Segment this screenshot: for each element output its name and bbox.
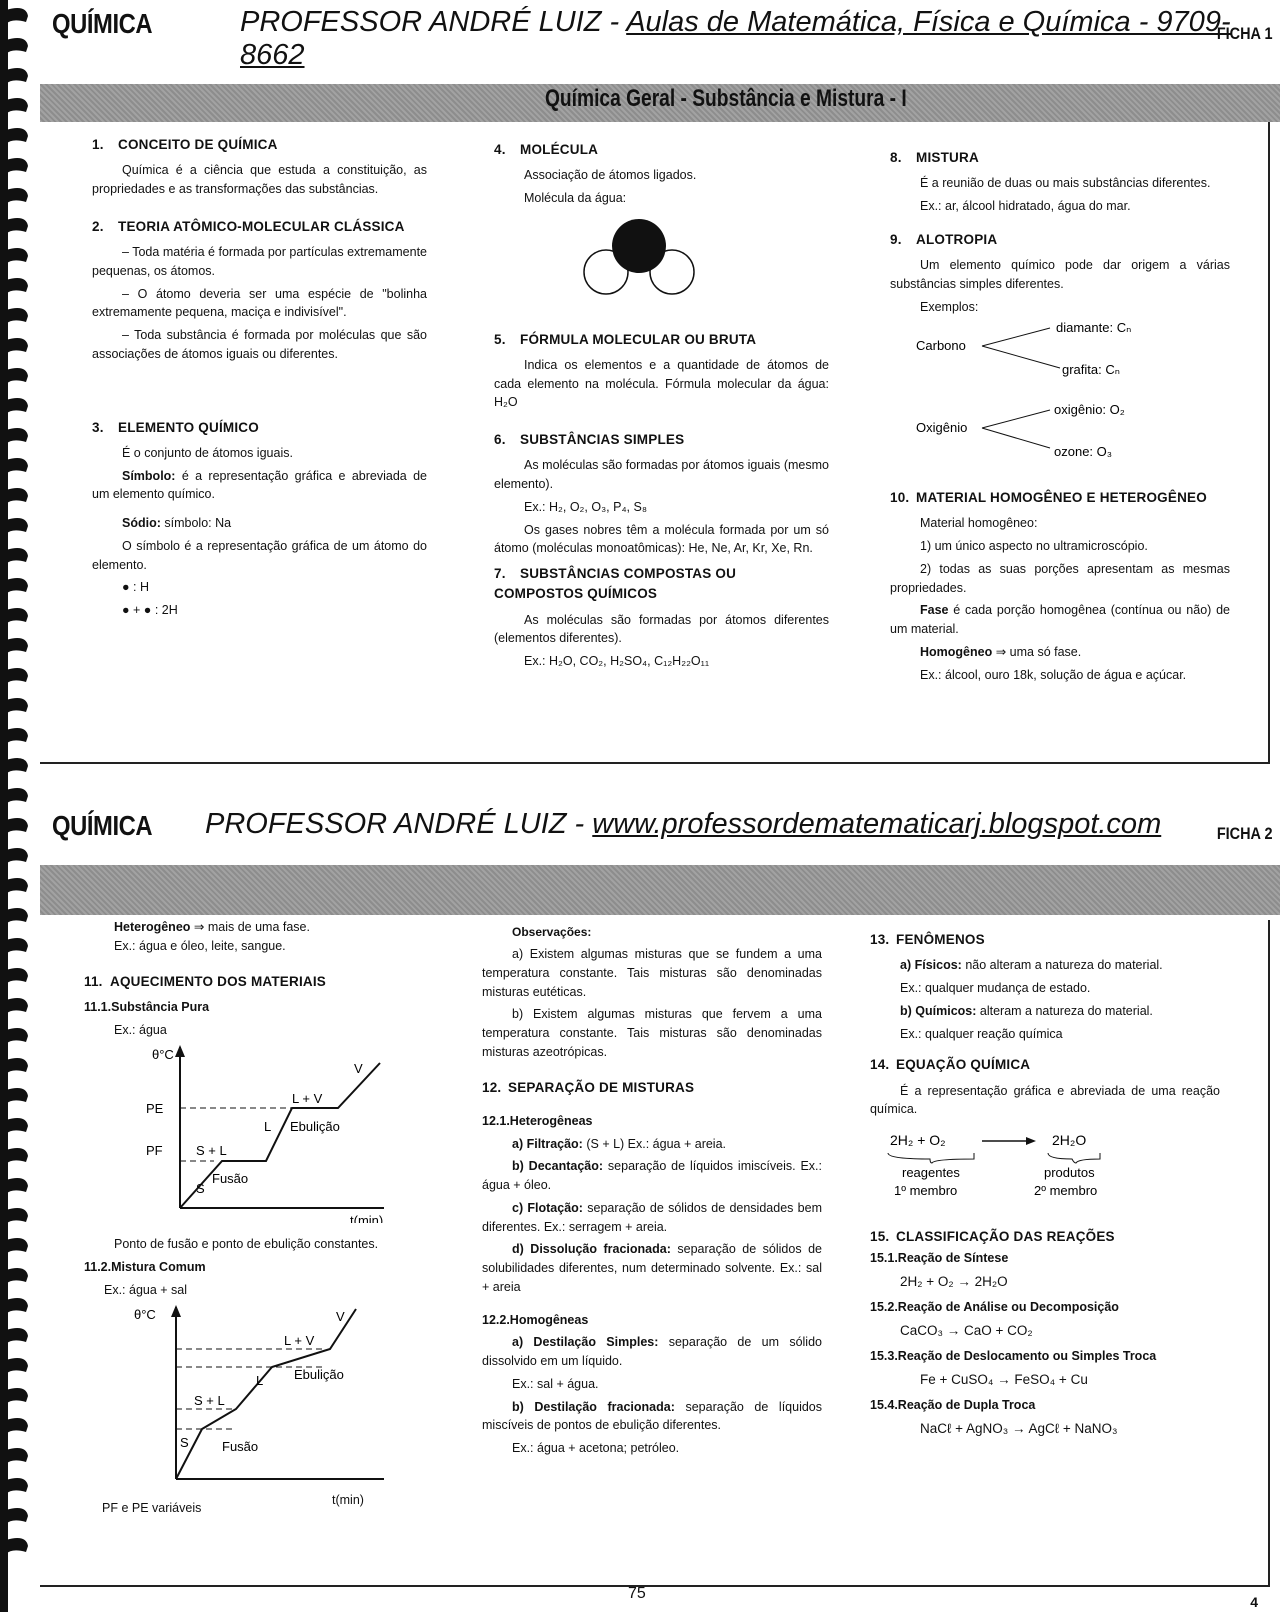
band-title: Química Geral - Substância e Mistura - I xyxy=(545,85,907,112)
example: Ex.: água + sal xyxy=(104,1282,188,1297)
subsection-heading: 15.4.Reação de Dupla Troca xyxy=(870,1398,1036,1412)
spiral-ring xyxy=(6,188,28,204)
ebulicao-label: Ebulição xyxy=(290,1119,340,1135)
blog-url[interactable]: www.professordematematicarj.blogspot.com xyxy=(592,808,1162,840)
paragraph: É o conjunto de átomos iguais. xyxy=(122,445,293,460)
spiral-ring xyxy=(6,548,28,564)
spiral-ring xyxy=(6,458,28,474)
spiral-ring xyxy=(6,68,28,84)
spiral-ring xyxy=(6,1328,28,1344)
reagentes-label: reagentes xyxy=(902,1165,960,1180)
oxigenio2-label: oxigênio: O₂ xyxy=(1054,402,1125,418)
example: ● : H xyxy=(122,580,149,595)
allotropy-diagram xyxy=(890,320,1230,470)
paragraph: Heterogêneo ⇒ mais de uma fase. xyxy=(114,920,310,934)
section-heading: 9. ALOTROPIA xyxy=(890,231,998,247)
paragraph: c) Flotação: separação de sólidos de densidades bem diferentes. Ex.: serragem + areia. xyxy=(482,1200,822,1234)
section-heading: 15. CLASSIFICAÇÃO DAS REAÇÕES xyxy=(870,1228,1115,1244)
title-band-1 xyxy=(40,84,1280,122)
equation-right: 2H₂O xyxy=(1052,1132,1087,1148)
spiral-ring xyxy=(6,1298,28,1314)
paragraph: As moléculas são formadas por átomos iguais (mesmo elemento). xyxy=(494,458,829,491)
paragraph: d) Dissolução fracionada: separação de sólidos de solubilidades diferentes, num determinado solvente. Ex.: sal + areia xyxy=(482,1242,822,1294)
corner-number: 4 xyxy=(1250,1594,1258,1610)
section-heading: 4. MOLÉCULA xyxy=(494,142,599,157)
paragraph: Homogêneo ⇒ uma só fase. xyxy=(920,644,1082,659)
subsection-heading: 11.1.Substância Pura xyxy=(84,999,210,1014)
paragraph: b) Existem algumas misturas que fervem a uma temperatura constante. Tais misturas são denominadas misturas azeotrópicas. xyxy=(482,1007,822,1059)
section-heading: 10. MATERIAL HOMOGÊNEO E HETEROGÊNEO xyxy=(890,490,1207,505)
spiral-ring xyxy=(6,338,28,354)
pe-label: PE xyxy=(146,1101,164,1117)
subsection-heading: 12.1.Heterogêneas xyxy=(482,1113,593,1128)
paragraph: b) Químicos: alteram a natureza do material. xyxy=(900,1003,1153,1018)
s-label: S xyxy=(180,1435,189,1451)
section-heading: 7. SUBSTÂNCIAS COMPOSTAS OU COMPOSTOS QUÍMICOS xyxy=(494,566,737,602)
paragraph: É a representação gráfica e abreviada de uma reação química. xyxy=(870,1083,1220,1117)
tagline: Aulas de Matemática, Física e Química - 9709-8662 xyxy=(240,6,1231,71)
spiral-ring xyxy=(6,398,28,414)
arrow-icon xyxy=(175,1045,185,1057)
spiral-ring xyxy=(6,1148,28,1164)
membro2-label: 2º membro xyxy=(1034,1183,1098,1198)
reaction-equation: NaCℓ + AgNO₃ → AgCℓ + NaNO₃ xyxy=(920,1420,1118,1436)
v-label: V xyxy=(336,1309,345,1325)
spiral-ring xyxy=(6,158,28,174)
heating-curve-pure xyxy=(84,1043,414,1223)
arrow-icon xyxy=(171,1305,181,1317)
water-molecule-diagram xyxy=(494,212,829,304)
arrow-icon xyxy=(1026,1137,1036,1145)
column-5 xyxy=(482,923,822,1462)
section-heading: 6. SUBSTÂNCIAS SIMPLES xyxy=(494,432,685,447)
spiral-ring xyxy=(6,1058,28,1074)
paragraph: b) Destilação fracionada: separação de líquidos miscíveis de pontos de ebulição diferentes. xyxy=(482,1399,822,1433)
membro1-label: 1º membro xyxy=(894,1183,958,1198)
subject-title: QUÍMICA xyxy=(52,8,153,39)
subsection-heading: 15.2.Reação de Análise ou Decomposição xyxy=(870,1300,1119,1314)
spiral-binding xyxy=(0,0,34,1612)
s-label: S xyxy=(196,1181,205,1197)
carbono-label: Carbono xyxy=(916,338,966,354)
paragraph: 2) todas as suas porções apresentam as mesmas propriedades. xyxy=(890,561,1230,595)
paragraph: Ex.: água e óleo, leite, sangue. xyxy=(114,938,286,953)
lv-label: L + V xyxy=(292,1091,323,1107)
column-2 xyxy=(494,140,829,689)
subsection-heading: 11.2.Mistura Comum xyxy=(84,1259,206,1274)
section-heading: 11. AQUECIMENTO DOS MATERIAIS xyxy=(84,973,327,989)
v-label: V xyxy=(354,1061,363,1077)
paragraph: a) Filtração: (S + L) Ex.: água + areia. xyxy=(512,1136,727,1151)
grafita-label: grafita: Cₙ xyxy=(1062,362,1120,378)
ficha-label: FICHA 1 xyxy=(1216,24,1272,43)
subject-title: QUÍMICA xyxy=(52,810,153,841)
spiral-ring xyxy=(6,98,28,114)
spiral-ring xyxy=(6,1388,28,1404)
paragraph: Indica os elementos e a quantidade de átomos de cada elemento na molécula. Fórmula molecular da água: H₂O xyxy=(494,357,829,410)
paragraph: As moléculas são formadas por átomos diferentes (elementos diferentes). xyxy=(494,612,829,646)
reaction-equation: 2H₂ + O₂ → 2H₂O xyxy=(900,1273,1008,1289)
spiral-ring xyxy=(6,1448,28,1464)
ebulicao-label: Ebulição xyxy=(294,1367,344,1383)
subsection-heading: Observações: xyxy=(512,925,592,939)
paragraph: Ex.: qualquer reação química xyxy=(900,1026,1063,1041)
header-ficha-2 xyxy=(0,808,1280,848)
header-ficha-1 xyxy=(0,6,1280,71)
paragraph: Fase é cada porção homogênea (contínua ou não) de um material. xyxy=(890,603,1230,636)
example: ● + ● : 2H xyxy=(122,603,178,617)
axis-label-y: θ°C xyxy=(152,1047,174,1063)
column-3 xyxy=(890,148,1230,702)
axis-label-x: t(min) xyxy=(332,1493,364,1507)
subsection-heading: 15.3.Reação de Deslocamento ou Simples Troca xyxy=(870,1349,1157,1363)
column-1 xyxy=(92,135,427,638)
brace xyxy=(888,1153,974,1163)
spiral-ring xyxy=(6,1538,28,1554)
paragraph: Os gases nobres têm a molécula formada por um só átomo (moléculas monoatômicas): He, Ne, Ar, Kr, Xe, Rn. xyxy=(494,522,829,556)
paragraph: Material homogêneo: xyxy=(920,516,1038,531)
spiral-ring xyxy=(6,968,28,984)
spiral-ring xyxy=(6,578,28,594)
paragraph: Ex.: qualquer mudança de estado. xyxy=(900,981,1091,995)
spiral-ring xyxy=(6,788,28,804)
section-heading: 5. FÓRMULA MOLECULAR OU BRUTA xyxy=(494,331,757,347)
paragraph: a) Físicos: não alteram a natureza do material. xyxy=(900,958,1163,973)
spiral-ring xyxy=(6,1208,28,1224)
paragraph: Ex.: H₂O, CO₂, H₂SO₄, C₁₂H₂₂O₁₁ xyxy=(524,654,710,668)
pf-pe-variaveis: PF e PE variáveis xyxy=(102,1501,202,1515)
subsection-heading: 12.2.Homogêneas xyxy=(482,1312,589,1327)
spiral-ring xyxy=(6,278,28,294)
heating-curve-mixture xyxy=(84,1303,414,1493)
spiral-ring xyxy=(6,698,28,714)
paragraph: Associação de átomos ligados. xyxy=(524,168,697,183)
spiral-ring xyxy=(6,428,28,444)
ozone-label: ozone: O₃ xyxy=(1054,444,1113,460)
spiral-ring xyxy=(6,908,28,924)
spiral-ring xyxy=(6,1238,28,1254)
spiral-ring xyxy=(6,1118,28,1134)
diamante-label: diamante: Cₙ xyxy=(1056,320,1132,336)
spiral-ring xyxy=(6,1268,28,1284)
section-heading: 2. TEORIA ATÔMICO-MOLECULAR CLÁSSICA xyxy=(92,218,405,234)
branch-line xyxy=(982,328,1050,346)
branch-line xyxy=(982,428,1050,448)
spiral-ring xyxy=(6,218,28,234)
oxygen-atom xyxy=(612,219,666,273)
spiral-ring xyxy=(6,848,28,864)
chemical-equation xyxy=(870,1123,1220,1207)
column-6 xyxy=(870,930,1220,1443)
sl-label: S + L xyxy=(196,1143,227,1159)
paragraph: Química é a ciência que estuda a constituição, as propriedades e as transformações das substâncias. xyxy=(92,163,427,196)
sl-label: S + L xyxy=(194,1393,225,1409)
spiral-ring xyxy=(6,1088,28,1104)
spiral-ring xyxy=(6,1508,28,1524)
fusao-label: Fusão xyxy=(222,1439,259,1455)
example: Ex.: água xyxy=(114,1022,167,1037)
lv-label: L + V xyxy=(284,1333,315,1349)
paragraph: Ex.: álcool, ouro 18k, solução de água e açúcar. xyxy=(920,667,1187,682)
paragraph: Símbolo: é a representação gráfica e abreviada de um elemento químico. xyxy=(92,468,427,502)
fusao-label: Fusão xyxy=(212,1171,249,1187)
paragraph: Ex.: ar, álcool hidratado, água do mar. xyxy=(920,199,1131,213)
spiral-ring xyxy=(6,128,28,144)
paragraph: É a reunião de duas ou mais substâncias diferentes. xyxy=(920,176,1211,191)
spiral-ring xyxy=(6,728,28,744)
paragraph: Molécula da água: xyxy=(524,191,627,205)
paragraph: 1) um único aspecto no ultramicroscópio. xyxy=(920,539,1148,553)
spiral-ring xyxy=(6,1478,28,1494)
title-band-2 xyxy=(40,865,1280,915)
section-heading: 8. MISTURA xyxy=(890,150,979,165)
subsection-heading: 15.1.Reação de Síntese xyxy=(870,1251,1009,1265)
paragraph: Sódio: símbolo: Na xyxy=(122,516,232,530)
paragraph: a) Existem algumas misturas que se fundem a uma temperatura constante. Tais misturas são denominadas misturas eutéticas. xyxy=(482,947,822,999)
spiral-ring xyxy=(6,638,28,654)
spiral-ring xyxy=(6,608,28,624)
brace xyxy=(1048,1153,1100,1163)
section-heading: 12. SEPARAÇÃO DE MISTURAS xyxy=(482,1079,695,1095)
produtos-label: produtos xyxy=(1044,1165,1095,1180)
spiral-ring xyxy=(6,368,28,384)
spiral-ring xyxy=(6,518,28,534)
column-4 xyxy=(84,918,424,1519)
spiral-ring xyxy=(6,938,28,954)
spiral-ring xyxy=(6,998,28,1014)
professor-line: PROFESSOR ANDRÉ LUIZ - Aulas de Matemática, Física e Química - 9709-8662 xyxy=(240,6,1231,71)
axis-label-y: θ°C xyxy=(134,1307,156,1323)
spiral-ring xyxy=(6,1418,28,1434)
paragraph: – Toda matéria é formada por partículas extremamente pequenas, os átomos. xyxy=(92,245,427,278)
equation-left: 2H₂ + O₂ xyxy=(890,1132,946,1148)
axis-label-x: t(min) xyxy=(350,1213,384,1224)
paragraph: b) Decantação: separação de líquidos imiscíveis. Ex.: água + óleo. xyxy=(482,1159,822,1192)
professor-line: PROFESSOR ANDRÉ LUIZ - www.professordematematicarj.blogspot.com xyxy=(205,808,1162,840)
reaction-equation: CaCO₃ → CaO + CO₂ xyxy=(900,1322,1033,1338)
section-heading: 3. ELEMENTO QUÍMICO xyxy=(92,419,259,435)
l-label: L xyxy=(264,1119,272,1135)
paragraph: Ex.: H₂, O₂, O₃, P₄, S₈ xyxy=(524,499,648,514)
spiral-ring xyxy=(6,308,28,324)
section-heading: 13. FENÔMENOS xyxy=(870,932,985,947)
spiral-ring xyxy=(6,488,28,504)
page-number: 75 xyxy=(628,1585,646,1602)
branch-line xyxy=(982,410,1050,428)
paragraph: Ex.: sal + água. xyxy=(512,1376,599,1391)
paragraph: Ponto de fusão e ponto de ebulição constantes. xyxy=(114,1237,379,1251)
spiral-ring xyxy=(6,1028,28,1044)
paragraph: – O átomo deveria ser uma espécie de "bolinha extremamente pequena, maciça e indivisível". xyxy=(92,286,427,320)
paragraph: Ex.: água + acetona; petróleo. xyxy=(512,1441,680,1455)
section-heading: 1. CONCEITO DE QUÍMICA xyxy=(92,137,278,152)
ficha-label: FICHA 2 xyxy=(1216,824,1272,843)
paragraph: O símbolo é a representação gráfica de um átomo do elemento. xyxy=(92,538,427,572)
oxigenio-label: Oxigênio xyxy=(916,420,968,436)
reaction-equation: Fe + CuSO₄ → FeSO₄ + Cu xyxy=(920,1371,1088,1387)
spiral-ring xyxy=(6,758,28,774)
spiral-ring xyxy=(6,248,28,264)
spiral-ring xyxy=(6,878,28,894)
paragraph: a) Destilação Simples: separação de um sólido dissolvido em um líquido. xyxy=(482,1335,822,1368)
paragraph: – Toda substância é formada por moléculas que são associações de átomos iguais ou diferentes. xyxy=(92,328,427,361)
l-label: L xyxy=(256,1373,264,1389)
pf-label: PF xyxy=(146,1143,163,1159)
branch-line xyxy=(982,346,1060,368)
section-heading: 14. EQUAÇÃO QUÍMICA xyxy=(870,1057,1031,1073)
paragraph: Um elemento químico pode dar origem a várias substâncias simples diferentes. xyxy=(890,258,1230,291)
heating-curve-line xyxy=(180,1063,380,1208)
spiral-ring xyxy=(6,1358,28,1374)
spiral-ring xyxy=(6,668,28,684)
paragraph: Exemplos: xyxy=(920,299,979,314)
spiral-ring xyxy=(6,1178,28,1194)
